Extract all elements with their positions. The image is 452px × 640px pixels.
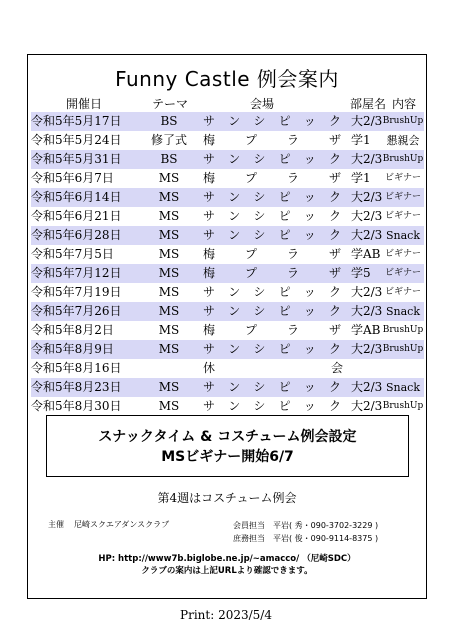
venue-char: ピ — [278, 190, 291, 204]
row-note: BrushUp — [382, 344, 424, 354]
row-note: ビギナー — [384, 192, 421, 202]
venue-char: ン — [228, 380, 241, 394]
row-theme: MS — [158, 247, 180, 261]
row-note: BrushUp — [382, 401, 424, 411]
table-row — [31, 340, 424, 359]
row-note: ビギナー — [384, 268, 421, 278]
venue-char: 梅 — [203, 247, 216, 261]
venue-char: ン — [228, 114, 241, 128]
table-row — [31, 302, 424, 321]
row-room: 大2/3 — [351, 342, 383, 356]
row-room: 大2/3 — [351, 152, 383, 166]
venue-char: ッ — [303, 190, 316, 204]
header-date: 開催日 — [66, 97, 103, 111]
row-date: 令和5年6月14日 — [31, 190, 122, 204]
organizer — [48, 519, 179, 530]
venue-char: プ — [244, 247, 257, 261]
week4-note: 第4週はコスチューム例会 — [157, 491, 297, 505]
header-note: 内容 — [392, 97, 417, 111]
venue-char: ク — [328, 285, 341, 299]
row-date: 令和5年7月19日 — [31, 285, 122, 299]
venue-char: ン — [228, 399, 241, 413]
venue-char: サ — [203, 228, 216, 242]
row-room: 大2/3 — [351, 380, 383, 394]
venue-char: サ — [203, 399, 216, 413]
header-venue: 会場 — [250, 97, 275, 111]
venue-char: ッ — [303, 114, 316, 128]
page-title: Funny Castle 例会案内 — [115, 67, 339, 91]
table-row — [31, 264, 424, 283]
row-theme: MS — [158, 171, 180, 185]
row-room: 学AB — [351, 247, 381, 261]
venue-char: サ — [203, 209, 216, 223]
row-room: 大2/3 — [351, 114, 383, 128]
venue-char: ッ — [303, 209, 316, 223]
contact-member: 会員担当 平岩( 秀・090-3702-3229 ) — [233, 521, 379, 530]
row-venue — [203, 169, 341, 188]
venue-char: ラ — [286, 266, 299, 280]
print-date: Print: 2023/5/4 — [180, 608, 272, 622]
row-date: 令和5年8月9日 — [31, 342, 114, 356]
row-room: 学5 — [351, 266, 371, 280]
row-date: 令和5年7月12日 — [31, 266, 122, 280]
venue-char: ッ — [303, 342, 316, 356]
row-note: BrushUp — [382, 325, 424, 335]
venue-char: ン — [228, 304, 241, 318]
venue-char: ッ — [303, 304, 316, 318]
venue-char: サ — [203, 380, 216, 394]
venue-char: プ — [244, 266, 257, 280]
row-note: 懇親会 — [386, 134, 420, 147]
row-venue — [203, 226, 341, 245]
row-venue — [203, 340, 341, 359]
venue-char: シ — [253, 152, 266, 166]
venue-char: ザ — [328, 266, 341, 280]
venue-char: サ — [203, 152, 216, 166]
venue-char: ッ — [303, 399, 316, 413]
venue-char: ッ — [303, 152, 316, 166]
row-venue — [203, 188, 341, 207]
venue-char: 梅 — [203, 133, 216, 147]
row-venue — [203, 150, 341, 169]
table-row — [31, 188, 424, 207]
venue-char: ピ — [278, 380, 291, 394]
table-row — [31, 321, 424, 340]
venue-char: ク — [328, 399, 341, 413]
row-theme: MS — [158, 380, 180, 394]
row-theme: MS — [158, 304, 180, 318]
table-row — [31, 245, 424, 264]
row-note: ビギナー — [384, 173, 421, 183]
notice-box — [46, 415, 409, 477]
venue-char: 休 — [203, 361, 216, 375]
row-note: Snack — [385, 229, 420, 242]
contacts — [233, 519, 378, 545]
homepage-note: クラブの案内は上記URLより確認できます。 — [141, 566, 313, 576]
venue-char: ン — [228, 342, 241, 356]
notice-line-2: MSビギナー開始6/7 — [161, 449, 294, 465]
venue-char: プ — [244, 323, 257, 337]
row-theme: 修了式 — [150, 133, 187, 147]
row-room: 大2/3 — [351, 209, 383, 223]
table-row — [31, 169, 424, 188]
row-date: 令和5年5月24日 — [31, 133, 122, 147]
table-row — [31, 226, 424, 245]
venue-char: ラ — [286, 323, 299, 337]
header-theme: テーマ — [152, 97, 189, 111]
row-venue — [203, 397, 341, 416]
row-venue — [203, 207, 341, 226]
organizer-label: 主催 — [48, 520, 64, 529]
row-note: BrushUp — [382, 154, 424, 164]
row-theme: MS — [158, 228, 180, 242]
venue-char: ッ — [303, 285, 316, 299]
venue-char: ピ — [278, 228, 291, 242]
row-note: ビギナー — [384, 287, 421, 297]
venue-char: ン — [228, 228, 241, 242]
venue-char: ザ — [328, 171, 341, 185]
row-date: 令和5年8月23日 — [31, 380, 122, 394]
organizer-name: 尼崎スクエアダンスクラブ — [74, 520, 170, 529]
row-date: 令和5年6月7日 — [31, 171, 114, 185]
venue-char: ピ — [278, 342, 291, 356]
venue-char: ク — [328, 228, 341, 242]
row-date: 令和5年7月5日 — [31, 247, 114, 261]
venue-char: ザ — [328, 323, 341, 337]
venue-char: プ — [244, 171, 257, 185]
row-date: 令和5年7月26日 — [31, 304, 122, 318]
table-row — [31, 150, 424, 169]
row-room: 大2/3 — [351, 399, 383, 413]
row-theme: MS — [158, 266, 180, 280]
venue-char: ピ — [278, 152, 291, 166]
venue-char: シ — [253, 304, 266, 318]
venue-char: 梅 — [203, 323, 216, 337]
header-room: 部屋名 — [350, 97, 387, 111]
venue-char: ン — [228, 190, 241, 204]
row-room: 学AB — [351, 323, 381, 337]
table-row — [31, 397, 424, 416]
row-room: 大2/3 — [351, 190, 383, 204]
venue-char: ン — [228, 152, 241, 166]
row-room: 学1 — [351, 171, 371, 185]
venue-char: サ — [203, 190, 216, 204]
row-venue — [203, 283, 341, 302]
row-date: 令和5年6月28日 — [31, 228, 122, 242]
venue-char: ン — [228, 209, 241, 223]
venue-char: シ — [253, 342, 266, 356]
row-room: 大2/3 — [351, 228, 383, 242]
schedule-table — [31, 112, 424, 416]
row-theme: MS — [158, 209, 180, 223]
venue-char: プ — [244, 133, 257, 147]
venue-char: ラ — [286, 247, 299, 261]
notice-line-1: スナックタイム & コスチューム例会設定 — [98, 429, 357, 445]
venue-char: ク — [328, 380, 341, 394]
row-date: 令和5年8月16日 — [31, 361, 122, 375]
venue-char: 梅 — [203, 266, 216, 280]
venue-char: シ — [253, 228, 266, 242]
table-row — [31, 207, 424, 226]
row-note: ビギナー — [384, 249, 421, 259]
venue-char: サ — [203, 114, 216, 128]
venue-char: ラ — [286, 171, 299, 185]
table-row — [31, 378, 424, 397]
row-venue — [203, 302, 341, 321]
row-venue — [203, 112, 341, 131]
venue-char: 梅 — [203, 171, 216, 185]
venue-char: ッ — [303, 380, 316, 394]
venue-char: ピ — [278, 399, 291, 413]
venue-char: サ — [203, 285, 216, 299]
venue-char: シ — [253, 399, 266, 413]
row-venue — [203, 378, 341, 397]
row-theme: MS — [158, 323, 180, 337]
venue-char: ラ — [286, 133, 299, 147]
venue-char: ピ — [278, 209, 291, 223]
venue-char: ク — [328, 190, 341, 204]
table-row — [31, 359, 424, 378]
venue-char: ッ — [303, 228, 316, 242]
venue-char: サ — [203, 304, 216, 318]
venue-char: ク — [328, 152, 341, 166]
venue-char: ピ — [278, 114, 291, 128]
venue-char: シ — [253, 285, 266, 299]
row-theme: BS — [160, 152, 178, 166]
venue-char: ク — [328, 342, 341, 356]
table-row — [31, 283, 424, 302]
row-date: 令和5年8月2日 — [31, 323, 114, 337]
venue-char: サ — [203, 342, 216, 356]
row-room: 大2/3 — [351, 304, 383, 318]
venue-char: ク — [328, 114, 341, 128]
venue-char: ザ — [328, 247, 341, 261]
venue-char: ザ — [328, 133, 341, 147]
row-date: 令和5年5月17日 — [31, 114, 122, 128]
row-theme: MS — [158, 285, 180, 299]
row-date: 令和5年8月30日 — [31, 399, 122, 413]
row-venue — [203, 321, 341, 340]
venue-char: ピ — [278, 285, 291, 299]
venue-char: ク — [328, 304, 341, 318]
row-note: BrushUp — [382, 116, 424, 126]
row-venue — [203, 264, 341, 283]
venue-char: ピ — [278, 304, 291, 318]
homepage-link[interactable]: HP: http://www7b.biglobe.ne.jp/~amacco/ （尼崎SDC） — [98, 554, 356, 564]
row-theme: BS — [160, 114, 178, 128]
row-room: 大2/3 — [351, 285, 383, 299]
row-note: Snack — [385, 381, 420, 394]
venue-char: ク — [328, 209, 341, 223]
venue-char: ン — [228, 285, 241, 299]
row-theme: MS — [158, 399, 180, 413]
row-date: 令和5年5月31日 — [31, 152, 122, 166]
row-theme: MS — [158, 342, 180, 356]
row-venue — [203, 131, 341, 150]
row-theme: MS — [158, 190, 180, 204]
table-row — [31, 131, 424, 150]
row-venue — [203, 359, 343, 378]
venue-char: 会 — [330, 361, 343, 375]
venue-char: シ — [253, 190, 266, 204]
row-note: Snack — [385, 305, 420, 318]
venue-char: シ — [253, 380, 266, 394]
row-note: ビギナー — [384, 211, 421, 221]
row-room: 学1 — [351, 133, 371, 147]
row-venue — [203, 245, 341, 264]
table-row — [31, 112, 424, 131]
venue-char: シ — [253, 114, 266, 128]
homepage-block — [28, 553, 426, 577]
venue-char: シ — [253, 209, 266, 223]
row-date: 令和5年6月21日 — [31, 209, 122, 223]
schedule-sheet — [27, 54, 427, 599]
contact-general: 庶務担当 平岩( 俊・090-9114-8375 ) — [233, 534, 379, 543]
